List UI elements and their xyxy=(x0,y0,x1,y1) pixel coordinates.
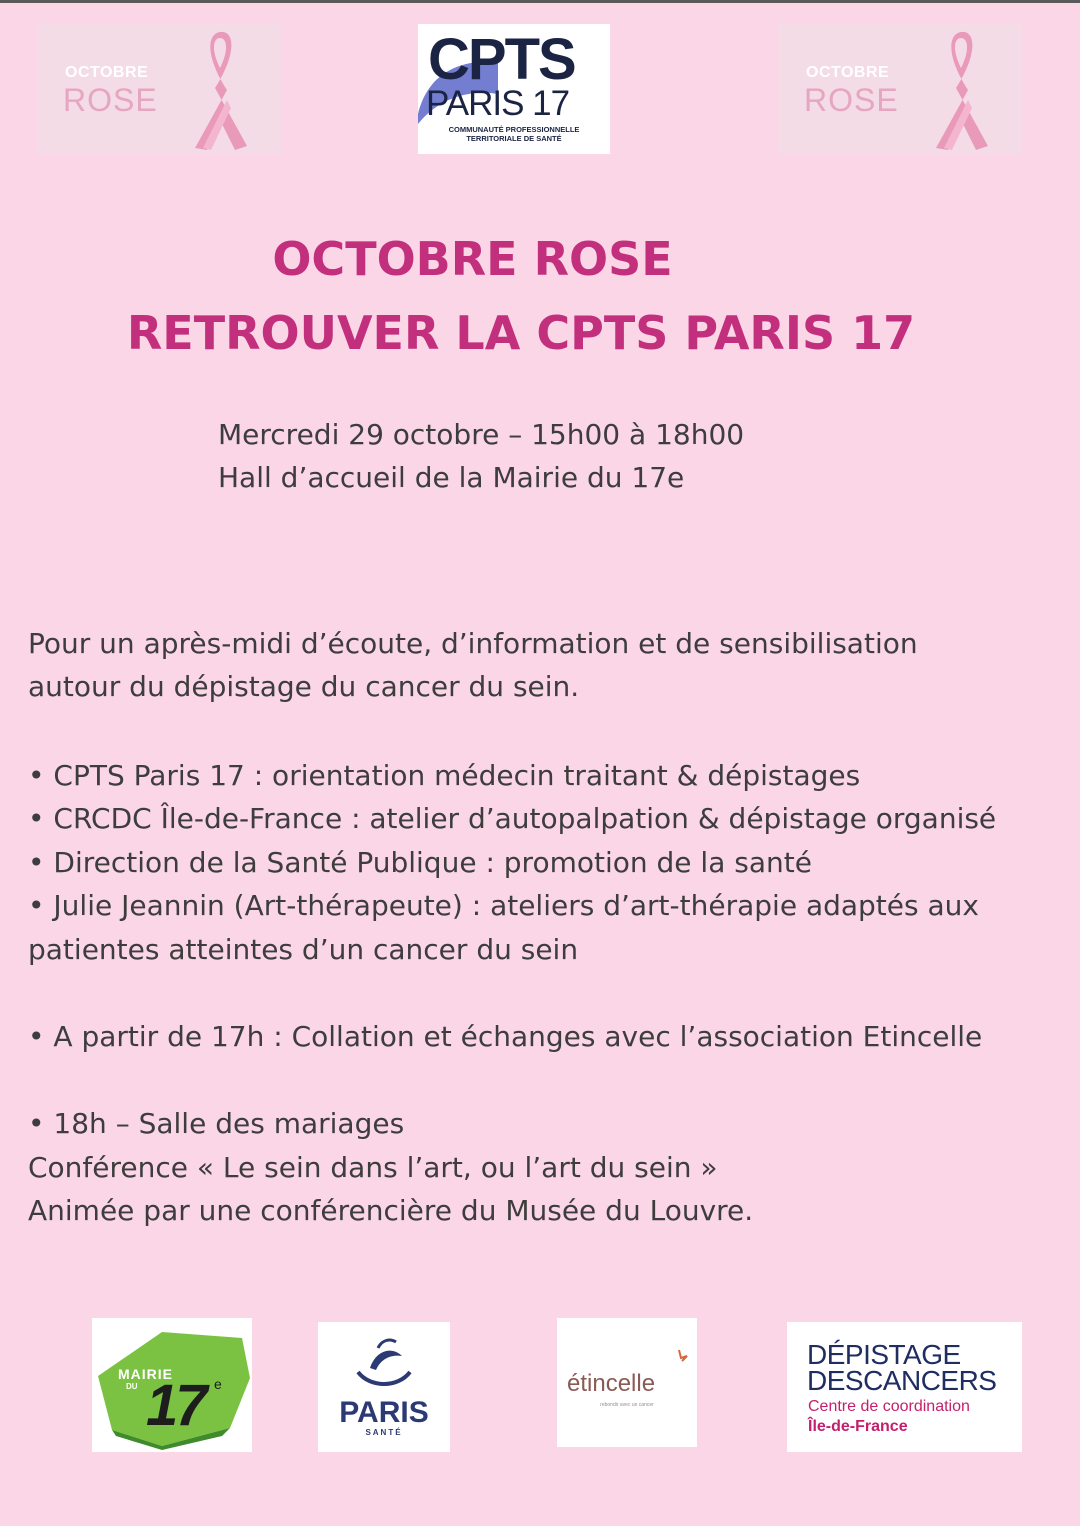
cpts-brand: CPTS xyxy=(428,27,575,92)
intro-line2: autour du dépistage du cancer du sein. xyxy=(28,670,580,703)
conference-host: Animée par une conférencière du Musée du Louvre. xyxy=(28,1194,754,1227)
paris-boat-icon xyxy=(318,1322,450,1396)
paris-sub: SANTÉ xyxy=(365,1428,403,1437)
bullet-sante-publique: • Direction de la Santé Publique : promotion de la santé xyxy=(28,846,812,879)
mairie-17-logo xyxy=(92,1318,252,1452)
ribbon-right-line1: OCTOBRE xyxy=(806,64,890,81)
pink-ribbon-icon xyxy=(165,28,275,152)
ribbon-left-line2: ROSE xyxy=(63,82,158,118)
pink-ribbon-icon xyxy=(906,28,1016,152)
bullet-crcdc: • CRCDC Île-de-France : atelier d’autopalpation & dépistage organisé xyxy=(28,802,997,835)
mairie-line2: DU xyxy=(126,1382,138,1391)
paris-name: PARIS xyxy=(339,1396,429,1429)
etincelle-logo xyxy=(557,1318,697,1447)
depistage-line1: DÉPISTAGE xyxy=(807,1339,961,1370)
page-title-line2: RETROUVER LA CPTS PARIS 17 xyxy=(126,306,916,360)
paris-sante-logo xyxy=(318,1322,450,1452)
depistage-line3: Centre de coordination xyxy=(808,1398,970,1415)
depistage-line2: DESCANCERS xyxy=(807,1365,997,1396)
bullet-art-therapie: • Julie Jeannin (Art-thérapeute) : ateliers d’art-thérapie adaptés aux xyxy=(28,889,979,922)
conference-title: Conférence « Le sein dans l’art, ou l’art du sein » xyxy=(28,1151,718,1184)
etincelle-tagline: rebondir avec un cancer xyxy=(600,1402,654,1408)
mairie-line1: MAIRIE xyxy=(118,1366,173,1382)
ribbon-left-line1: OCTOBRE xyxy=(65,64,149,81)
cpts-subline1: COMMUNAUTÉ PROFESSIONNELLE xyxy=(448,125,580,134)
cpts-paris17-logo xyxy=(418,24,610,154)
mairie-number: 17 xyxy=(146,1373,205,1438)
top-border xyxy=(0,0,1080,3)
page-title-line1: OCTOBRE ROSE xyxy=(272,232,673,286)
bullet-collation: • A partir de 17h : Collation et échanges avec l’association Etincelle xyxy=(28,1020,983,1053)
octobre-rose-logo-right xyxy=(778,24,1022,154)
depistage-cancers-logo xyxy=(787,1322,1022,1452)
etincelle-name: étincelle xyxy=(567,1370,656,1397)
intro-line1: Pour un après-midi d’écoute, d’information et de sensibilisation xyxy=(28,627,918,660)
bullet-art-therapie-cont: patientes atteintes d’un cancer du sein xyxy=(28,933,579,966)
cpts-city: PARIS 17 xyxy=(426,84,570,123)
depistage-line4: Île-de-France xyxy=(808,1418,908,1435)
event-location: Hall d’accueil de la Mairie du 17e xyxy=(218,461,685,494)
event-date-time: Mercredi 29 octobre – 15h00 à 18h00 xyxy=(218,418,745,451)
spark-icon xyxy=(661,1348,691,1388)
ribbon-right-line2: ROSE xyxy=(804,82,899,118)
mairie-suffix: e xyxy=(214,1376,222,1392)
octobre-rose-logo-left xyxy=(37,24,281,154)
bullet-salle-mariages: • 18h – Salle des mariages xyxy=(28,1107,405,1140)
cpts-subline2: TERRITORIALE DE SANTÉ xyxy=(466,134,562,143)
bullet-cpts: • CPTS Paris 17 : orientation médecin traitant & dépistages xyxy=(28,759,861,792)
